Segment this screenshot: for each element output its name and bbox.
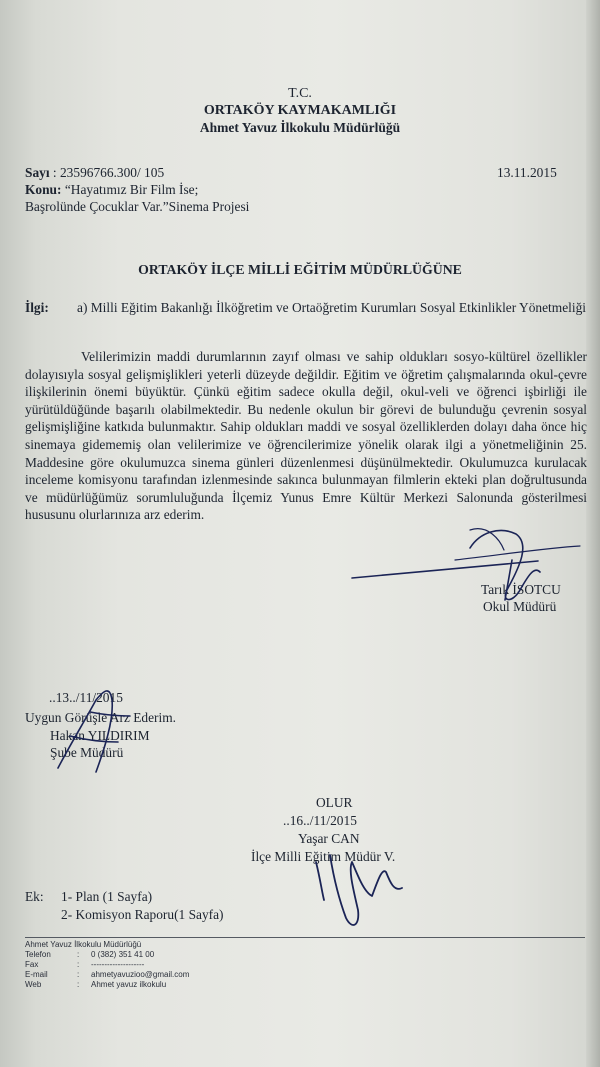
approval1-date: ..13../11/2015 — [49, 690, 123, 705]
document-date: 13.11.2015 — [497, 165, 557, 180]
approval2-olur: OLUR — [316, 795, 353, 810]
approval1-name: Hakan YILDIRIM — [50, 728, 150, 743]
ilgi-text: a) Milli Eğitim Bakanlığı İlköğretim ve Ortaöğretim Kurumları Sosyal Etkinlikler Yönetmeliği — [77, 300, 586, 315]
footer-row-web: Web : Ahmet yavuz ilkokulu — [25, 980, 167, 989]
footer-row-email: E-mail : ahmetyavuzioo@gmail.com — [25, 970, 190, 979]
attachment-item: 2- Komisyon Raporu(1 Sayfa) — [61, 907, 224, 922]
footer-school: Ahmet Yavuz İlkokulu Müdürlüğü — [25, 940, 142, 949]
approval1-line: Uygun Görüşle Arz Ederim. — [25, 710, 176, 725]
sayi-value: : 23596766.300/ 105 — [52, 165, 165, 180]
branch-manager-signature — [58, 691, 130, 772]
principal-signature — [352, 529, 580, 600]
signer-name: Tarık İSOTCU — [481, 582, 561, 597]
approval2-date: ..16../11/2015 — [283, 813, 357, 828]
body-paragraph: Velilerimizin maddi durumlarının zayıf olması ve sahip oldukları sosyo-kültürel özellikler dolayısıyla sosyal gelişmişlikleri yeterli düzeyde değildir. Eğitim ve öğretim çalışmalarında okul-çevre ilişkilerinin önemi büyüktür. Çünkü eğitim sadece okulla değil, okul-veli ve öğrenci işbirliği ile yürütüldüğünde başarılı olabilmektedir. Bu nedenle okulun bir görevi de bulunduğu çevrenin sosyal gelişmişliğine katkıda bulunmaktır. Sahip oldukları maddi ve sosyal özelliklerden dolayı daha önce hiç sinemaya gidememiş olan velilerimize ve öğrencilerimize yönelik olarak ilgi a yönetmeliğinin 25. Maddesine göre okulumuzca sinema günleri düzenlenmesi düşünülmektedir. Okulumuzca kurulacak inceleme komisyonu tarafından izlenmesinde sakınca bulunmayan filmlerin ekteki plan doğrultusunda ve müdürlüğümüz sorumluluğunda İlçemiz Yunus Emre Kültür Merkezi Salonunda gösterilmesi hususunu olurlarınıza arz ederim. — [25, 349, 587, 523]
attachment-item: 1- Plan (1 Sayfa) — [61, 889, 153, 904]
konu-text-1: “Hayatımız Bir Film İse; — [64, 182, 199, 197]
signer-title: Okul Müdürü — [483, 599, 557, 614]
approval1-title: Şube Müdürü — [50, 745, 124, 760]
footer-row-fax: Fax : -------------------- — [25, 960, 145, 969]
attachments-label: Ek: — [25, 889, 44, 904]
ilgi-label: İlgi: — [25, 300, 49, 315]
footer-row-phone: Telefon : 0 (382) 351 41 00 — [25, 950, 155, 959]
approval2-title: İlçe Milli Eğitim Müdür V. — [251, 849, 396, 864]
header-school: Ahmet Yavuz İlkokulu Müdürlüğü — [199, 120, 401, 135]
addressee: ORTAKÖY İLÇE MİLLİ EĞİTİM MÜDÜRLÜĞÜNE — [138, 262, 462, 277]
director-signature — [316, 855, 402, 925]
sayi-label: Sayı — [25, 165, 50, 180]
approval2-name: Yaşar CAN — [298, 831, 360, 846]
header-tc: T.C. — [288, 86, 312, 101]
header-kaymakamlik: ORTAKÖY KAYMAKAMLIĞI — [203, 103, 397, 118]
konu-label: Konu: — [25, 182, 62, 197]
konu-text-2: Başrolünde Çocuklar Var.”Sinema Projesi — [25, 199, 250, 214]
